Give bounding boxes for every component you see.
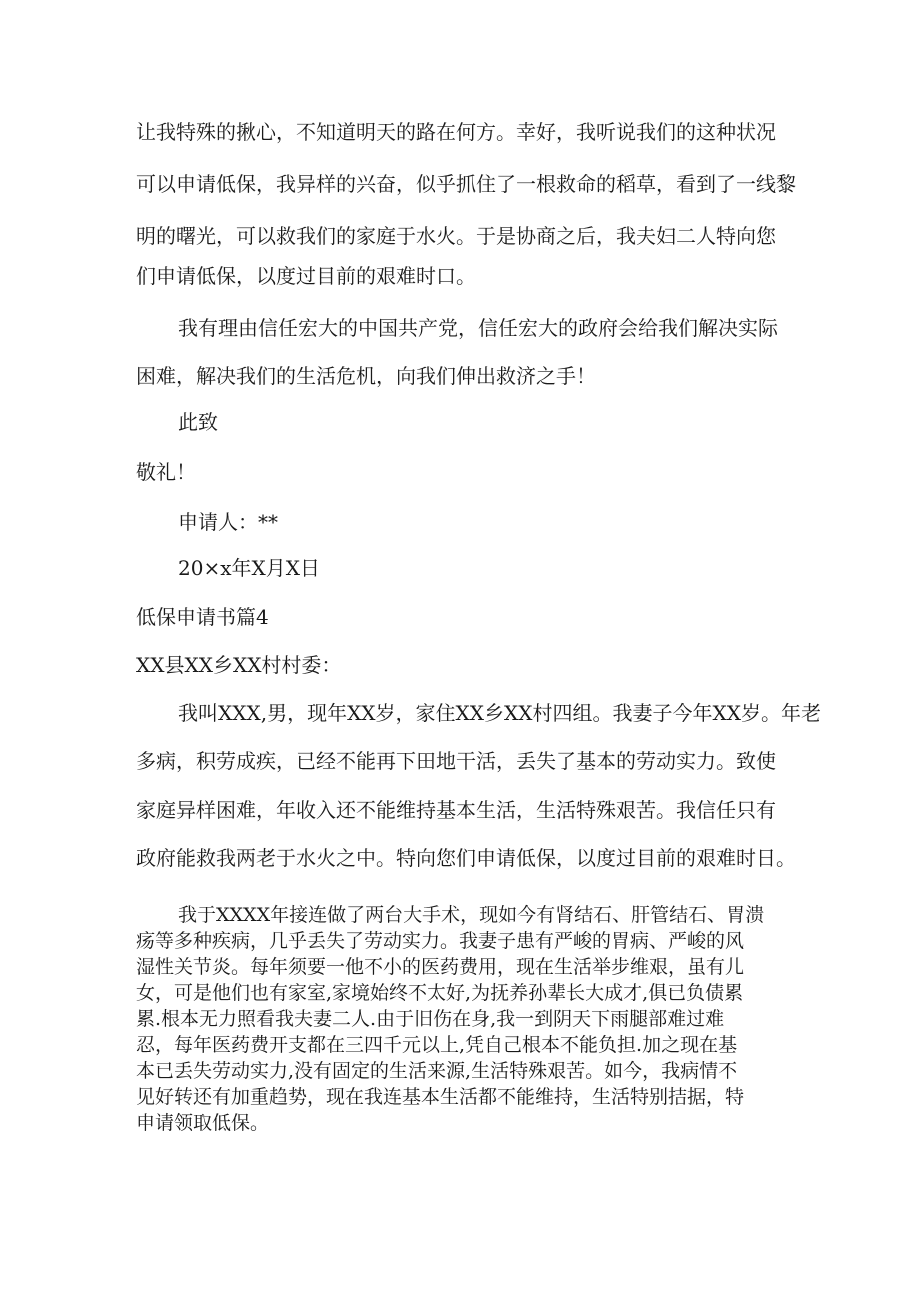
paragraph-line: 忍，每年医药费开支都在三四千元以上,凭自己根本不能负担.加之现在基: [136, 1034, 738, 1056]
paragraph-line: 申请领取低保。: [136, 1112, 270, 1134]
paragraph-line: 累.根本无力照看我夫妻二人.由于旧伤在身,我一到阴天下雨腿部难过难: [136, 1008, 725, 1030]
paragraph-line: 明的曙光，可以救我们的家庭于水火。于是协商之后，我夫妇二人特向您: [136, 224, 776, 248]
paragraph-line: 政府能救我两老于水火之中。特向您们申请低保，以度过目前的艰难时日。: [136, 846, 796, 870]
paragraph-line: 见好转还有加重趋势，现在我连基本生活都不能维持，生活特别拮据，特: [136, 1086, 745, 1108]
section-title: 低保申请书篇4: [136, 605, 269, 629]
paragraph-line: 疡等多种疾病，几乎丢失了劳动实力。我妻子患有严峻的胃病、严峻的风: [136, 930, 745, 952]
date-text: 20×x年X月X日: [178, 556, 320, 580]
paragraph-line: 们申请低保，以度过目前的艰难时口。: [136, 264, 476, 288]
salute-text: 敬礼！: [136, 460, 196, 484]
addressee: XX县XX乡XX村村委：: [136, 653, 342, 677]
paragraph-line: 本已丢失劳动实力,没有固定的生活来源,生活特殊艰苦。如今，我病情不: [136, 1060, 738, 1082]
paragraph-line: 可以申请低保，我异样的兴奋，似乎抓住了一根救命的稻草，看到了一线黎: [136, 172, 796, 196]
paragraph-line: 困难，解决我们的生活危机，向我们伸出救济之手！: [136, 364, 596, 388]
paragraph-line: 我于XXXX年接连做了两台大手术，现如今有肾结石、肝管结石、胃溃: [178, 904, 765, 926]
paragraph-line: 家庭异样困难，年收入还不能维持基本生活，生活特殊艰苦。我信任只有: [136, 798, 776, 822]
paragraph-line: 让我特殊的揪心，不知道明天的路在何方。幸好，我听说我们的这种状况: [136, 120, 776, 144]
paragraph-line: 我有理由信任宏大的中国共产党，信任宏大的政府会给我们解决实际: [178, 316, 778, 340]
paragraph-line: 女，可是他们也有家室,家境始终不太好,为抚养孙辈长大成才,俱已负债累: [136, 982, 744, 1004]
closing-text: 此致: [178, 410, 218, 434]
paragraph-line: 湿性关节炎。每年须要一他不小的医药费用，现在生活举步维艰，虽有儿: [136, 956, 745, 978]
paragraph-line: 多病，积劳成疾，已经不能再下田地干活，丢失了基本的劳动实力。致使: [136, 749, 776, 773]
paragraph-line: 我叫XXX,男，现年XX岁，家住XX乡XX村四组。我妻子今年XX岁。年老: [178, 701, 821, 725]
applicant-signature: 申请人：**: [178, 510, 278, 534]
